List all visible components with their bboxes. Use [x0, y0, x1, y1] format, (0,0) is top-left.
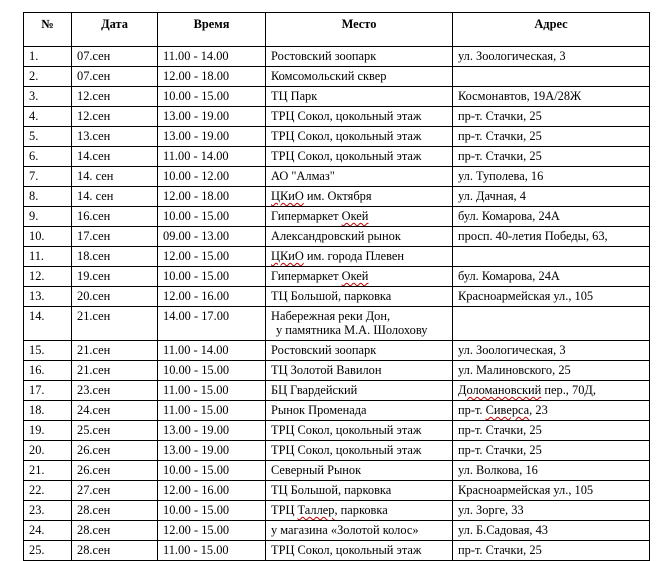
- table-row: [24, 207, 650, 227]
- cell-address: ул. Зорге, 33: [453, 501, 650, 521]
- cell-number: 18.: [24, 401, 72, 421]
- cell-number: 2.: [24, 67, 72, 87]
- cell-date: 14. сен: [72, 167, 158, 187]
- cell-number: 14.: [24, 307, 72, 341]
- cell-address: пр-т. Стачки, 25: [453, 541, 650, 561]
- cell-address: бул. Комарова, 24А: [453, 207, 650, 227]
- cell-place: [266, 87, 453, 107]
- place-line: ТЦ Большой, парковка: [271, 483, 392, 497]
- cell-number: 9.: [24, 207, 72, 227]
- cell-date: 19.сен: [72, 267, 158, 287]
- table-row: [24, 501, 650, 521]
- cell-address: бул. Комарова, 24А: [453, 267, 650, 287]
- cell-address: Красноармейская ул., 105: [453, 481, 650, 501]
- cell-address: ул. Туполева, 16: [453, 167, 650, 187]
- table-row: [24, 227, 650, 247]
- cell-time: 13.00 - 19.00: [158, 127, 266, 147]
- place-line: ТРЦ Сокол, цокольный этаж: [271, 543, 422, 557]
- cell-number: 4.: [24, 107, 72, 127]
- cell-place: [266, 541, 453, 561]
- cell-address: ул. Малиновского, 25: [453, 361, 650, 381]
- cell-address: ул. Волкова, 16: [453, 461, 650, 481]
- place-line: Гипермаркет Окей: [271, 269, 369, 283]
- place-line: ТРЦ Сокол, цокольный этаж: [271, 149, 422, 163]
- header-place: Место: [266, 13, 453, 47]
- cell-date: 24.сен: [72, 401, 158, 421]
- cell-place: [266, 421, 453, 441]
- cell-address: Доломановский пер., 70Д,: [453, 381, 650, 401]
- schedule-table: [23, 12, 650, 561]
- cell-date: 14. сен: [72, 187, 158, 207]
- table-row: [24, 521, 650, 541]
- cell-time: 10.00 - 15.00: [158, 461, 266, 481]
- place-line: ТРЦ Сокол, цокольный этаж: [271, 423, 422, 437]
- cell-date: 12.сен: [72, 87, 158, 107]
- cell-address: пр-т. Сиверса, 23: [453, 401, 650, 421]
- cell-time: 13.00 - 19.00: [158, 441, 266, 461]
- cell-address: [453, 247, 650, 267]
- cell-time: 09.00 - 13.00: [158, 227, 266, 247]
- cell-address: просп. 40-летия Победы, 63,: [453, 227, 650, 247]
- cell-address: пр-т. Стачки, 25: [453, 421, 650, 441]
- place-line: ТЦ Парк: [271, 89, 318, 103]
- header-time: Время: [158, 13, 266, 47]
- cell-address: пр-т. Стачки, 25: [453, 127, 650, 147]
- place-line: Северный Рынок: [271, 463, 362, 477]
- cell-number: 24.: [24, 521, 72, 541]
- cell-time: 10.00 - 12.00: [158, 167, 266, 187]
- place-line: Комсомольский сквер: [271, 69, 387, 83]
- cell-date: 26.сен: [72, 461, 158, 481]
- table-row: [24, 147, 650, 167]
- cell-time: 10.00 - 15.00: [158, 361, 266, 381]
- header-number: №: [24, 13, 72, 47]
- cell-number: 19.: [24, 421, 72, 441]
- table-row: [24, 307, 650, 341]
- cell-date: 27.сен: [72, 481, 158, 501]
- cell-time: 13.00 - 19.00: [158, 107, 266, 127]
- table-row: [24, 127, 650, 147]
- cell-date: 18.сен: [72, 247, 158, 267]
- cell-place: [266, 147, 453, 167]
- cell-number: 17.: [24, 381, 72, 401]
- cell-date: 20.сен: [72, 287, 158, 307]
- cell-number: 8.: [24, 187, 72, 207]
- table-row: [24, 341, 650, 361]
- cell-number: 10.: [24, 227, 72, 247]
- place-line: ЦКиО им. Октября: [271, 189, 372, 203]
- cell-address: ул. Б.Садовая, 43: [453, 521, 650, 541]
- table-row: [24, 481, 650, 501]
- cell-date: 21.сен: [72, 307, 158, 341]
- spellcheck-mark: Таллер: [297, 503, 335, 517]
- cell-address: Космонавтов, 19А/28Ж: [453, 87, 650, 107]
- cell-time: 11.00 - 15.00: [158, 541, 266, 561]
- place-line: ТЦ Большой, парковка: [271, 289, 392, 303]
- spellcheck-mark: Сиверса: [485, 403, 530, 417]
- table-row: [24, 461, 650, 481]
- cell-place: [266, 381, 453, 401]
- cell-number: 5.: [24, 127, 72, 147]
- cell-place: [266, 227, 453, 247]
- cell-date: 13.сен: [72, 127, 158, 147]
- table-row: [24, 267, 650, 287]
- cell-time: 12.00 - 15.00: [158, 247, 266, 267]
- cell-number: 3.: [24, 87, 72, 107]
- spellcheck-mark: ЦКиО: [271, 189, 304, 203]
- cell-address: пр-т. Стачки, 25: [453, 147, 650, 167]
- cell-time: 13.00 - 19.00: [158, 421, 266, 441]
- cell-number: 6.: [24, 147, 72, 167]
- cell-number: 25.: [24, 541, 72, 561]
- cell-place: [266, 127, 453, 147]
- cell-time: 11.00 - 14.00: [158, 341, 266, 361]
- cell-date: 21.сен: [72, 341, 158, 361]
- cell-address: [453, 67, 650, 87]
- place-line: ТРЦ Сокол, цокольный этаж: [271, 109, 422, 123]
- place-line: БЦ Гвардейский: [271, 383, 358, 397]
- cell-time: 10.00 - 15.00: [158, 87, 266, 107]
- table-row: [24, 381, 650, 401]
- place-line: Рынок Променада: [271, 403, 367, 417]
- cell-number: 22.: [24, 481, 72, 501]
- table-row: [24, 401, 650, 421]
- cell-place: [266, 481, 453, 501]
- cell-place: [266, 361, 453, 381]
- cell-place: [266, 521, 453, 541]
- place-line: Набережная реки Дон,: [271, 309, 391, 323]
- table-row: [24, 541, 650, 561]
- cell-address: ул. Зоологическая, 3: [453, 47, 650, 67]
- table-body: [24, 47, 650, 561]
- cell-number: 20.: [24, 441, 72, 461]
- cell-time: 11.00 - 15.00: [158, 381, 266, 401]
- cell-place: [266, 107, 453, 127]
- cell-time: 12.00 - 15.00: [158, 521, 266, 541]
- cell-address: ул. Дачная, 4: [453, 187, 650, 207]
- table-row: [24, 67, 650, 87]
- cell-time: 14.00 - 17.00: [158, 307, 266, 341]
- cell-date: 23.сен: [72, 381, 158, 401]
- cell-place: [266, 401, 453, 421]
- header-row: [24, 13, 650, 47]
- cell-place: [266, 247, 453, 267]
- header-date: Дата: [72, 13, 158, 47]
- cell-date: 07.сен: [72, 47, 158, 67]
- header-address: Адрес: [453, 13, 650, 47]
- cell-time: 11.00 - 15.00: [158, 401, 266, 421]
- spellcheck-mark: ЦКиО: [271, 249, 304, 263]
- cell-place: [266, 287, 453, 307]
- spellcheck-mark: Окей: [341, 209, 369, 223]
- table-row: [24, 87, 650, 107]
- cell-address: Красноармейская ул., 105: [453, 287, 650, 307]
- cell-date: 16.сен: [72, 207, 158, 227]
- spellcheck-mark: Доломановский: [458, 383, 542, 397]
- cell-time: 11.00 - 14.00: [158, 147, 266, 167]
- place-line: Александровский рынок: [271, 229, 401, 243]
- spellcheck-mark: Окей: [341, 269, 369, 283]
- place-line: Ростовский зоопарк: [271, 49, 377, 63]
- cell-number: 7.: [24, 167, 72, 187]
- place-line: ТРЦ Сокол, цокольный этаж: [271, 443, 422, 457]
- cell-date: 28.сен: [72, 541, 158, 561]
- place-line: ЦКиО им. города Плевен: [271, 249, 405, 263]
- cell-date: 28.сен: [72, 501, 158, 521]
- place-line: АО "Алмаз": [271, 169, 335, 183]
- table-row: [24, 167, 650, 187]
- cell-time: 10.00 - 15.00: [158, 501, 266, 521]
- cell-time: 11.00 - 14.00: [158, 47, 266, 67]
- table-row: [24, 421, 650, 441]
- cell-date: 12.сен: [72, 107, 158, 127]
- cell-number: 1.: [24, 47, 72, 67]
- table-row: [24, 247, 650, 267]
- place-line: у магазина «Золотой колос»: [271, 523, 419, 537]
- table-header: [24, 13, 650, 47]
- cell-address: пр-т. Стачки, 25: [453, 441, 650, 461]
- cell-address: [453, 307, 650, 341]
- cell-date: 07.сен: [72, 67, 158, 87]
- cell-place: [266, 47, 453, 67]
- cell-date: 21.сен: [72, 361, 158, 381]
- cell-number: 16.: [24, 361, 72, 381]
- cell-number: 23.: [24, 501, 72, 521]
- cell-time: 12.00 - 18.00: [158, 187, 266, 207]
- table-row: [24, 441, 650, 461]
- place-line: ТРЦ Сокол, цокольный этаж: [271, 129, 422, 143]
- cell-address: пр-т. Стачки, 25: [453, 107, 650, 127]
- cell-date: 14.сен: [72, 147, 158, 167]
- cell-place: [266, 501, 453, 521]
- cell-place: [266, 441, 453, 461]
- cell-date: 26.сен: [72, 441, 158, 461]
- table-row: [24, 47, 650, 67]
- cell-time: 12.00 - 18.00: [158, 67, 266, 87]
- cell-place: [266, 187, 453, 207]
- place-line: ТЦ Золотой Вавилон: [271, 363, 382, 377]
- cell-number: 11.: [24, 247, 72, 267]
- cell-place: [266, 307, 453, 341]
- table-row: [24, 107, 650, 127]
- cell-place: [266, 461, 453, 481]
- table-row: [24, 187, 650, 207]
- cell-time: 12.00 - 16.00: [158, 481, 266, 501]
- cell-place: [266, 207, 453, 227]
- cell-place: [266, 167, 453, 187]
- place-line-2: у памятника М.А. Шолохову: [276, 323, 428, 337]
- cell-number: 15.: [24, 341, 72, 361]
- place-line: Гипермаркет Окей: [271, 209, 369, 223]
- cell-time: 10.00 - 15.00: [158, 267, 266, 287]
- place-line: Ростовский зоопарк: [271, 343, 377, 357]
- cell-date: 25.сен: [72, 421, 158, 441]
- cell-time: 10.00 - 15.00: [158, 207, 266, 227]
- cell-place: [266, 67, 453, 87]
- table-row: [24, 287, 650, 307]
- cell-number: 12.: [24, 267, 72, 287]
- cell-number: 21.: [24, 461, 72, 481]
- table-row: [24, 361, 650, 381]
- cell-time: 12.00 - 16.00: [158, 287, 266, 307]
- place-line: ТРЦ Таллер, парковка: [271, 503, 388, 517]
- cell-date: 17.сен: [72, 227, 158, 247]
- cell-address: ул. Зоологическая, 3: [453, 341, 650, 361]
- cell-date: 28.сен: [72, 521, 158, 541]
- cell-place: [266, 341, 453, 361]
- cell-place: [266, 267, 453, 287]
- cell-number: 13.: [24, 287, 72, 307]
